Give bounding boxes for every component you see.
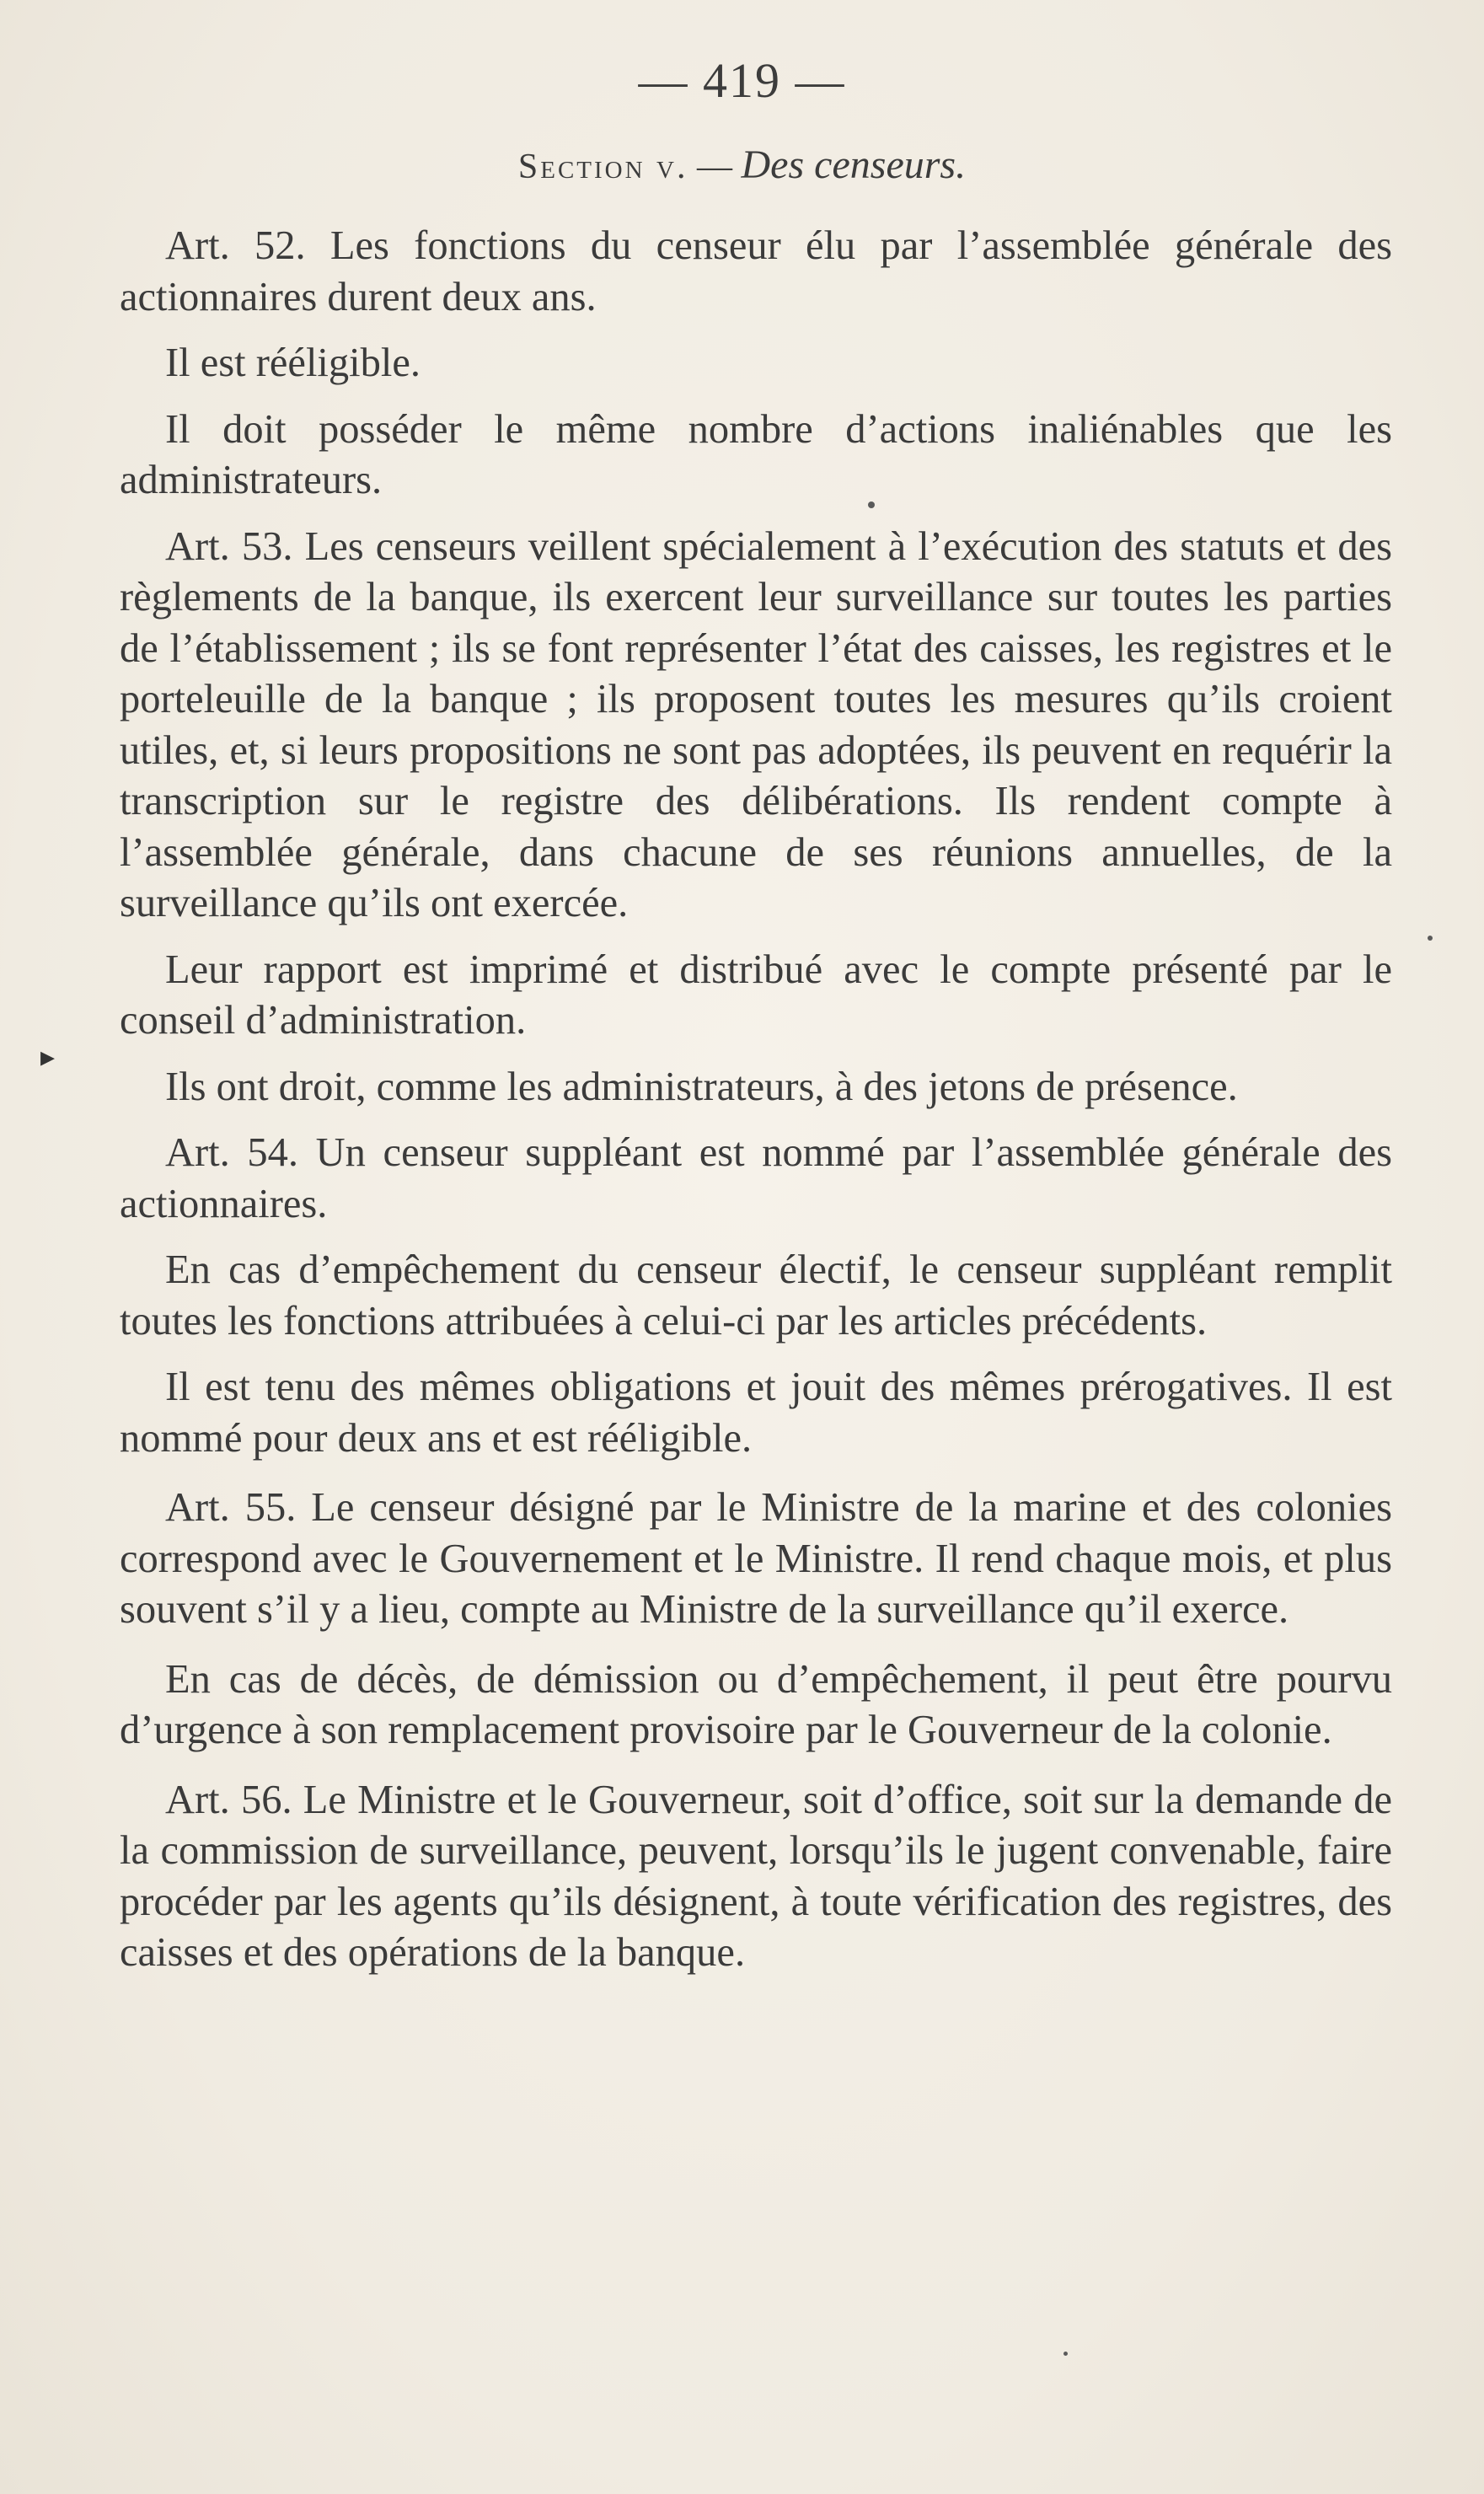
section-title: Des censeurs.: [741, 142, 967, 187]
body-text: [120, 221, 1392, 1994]
paragraph-art-54: Art. 54. Un censeur suppléant est nommé par l’assemblée générale des actionnaires.: [120, 1130, 1392, 1226]
ink-speck: [1428, 936, 1433, 941]
paragraph-art-55: Art. 55. Le censeur désigné par le Ministre de la marine et des colonies correspond avec le Gouvernement et le Ministre. Il rend chaque mois, et plus souvent s’il y a lieu, compte au Ministre de la surveillance qu’il exerce.: [120, 1485, 1392, 1632]
paragraph-art-53: Art. 53. Les censeurs veillent spécialement à l’exécution des statuts et des règlements de la banque, ils exercent leur surveillance sur toutes les parties de l’établissement ; ils se font représenter l’état des caisses, les registres et le porteleuille de la banque ; ils proposent toutes les mesures qu’ils croient utiles, et, si leurs propositions ne sont pas adoptées, ils peuvent en requérir la transcription sur le registre des délibérations. Ils rendent compte à l’assemblée générale, dans chacune de ses réunions annuelles, de la surveillance qu’ils ont exercée.: [120, 523, 1392, 925]
paragraph-empechement: En cas d’empêchement du censeur électif, le censeur suppléant remplit toutes les fonctions attribuées à celui-ci par les articles précédents.: [120, 1247, 1392, 1344]
paragraph-actions: Il doit posséder le même nombre d’actions inaliénables que les administrateurs.: [120, 406, 1392, 502]
ink-speck: [868, 501, 875, 508]
margin-arrow-mark: ▸: [40, 1040, 56, 1074]
section-label: Section v.: [517, 147, 688, 186]
paragraph-art-56: Art. 56. Le Ministre et le Gouverneur, soit d’office, soit sur la demande de la commission de surveillance, peuvent, lorsqu’ils le jugent convenable, faire procéder par les agents qu’ils désignent, à toute vérification des registres, des caisses et des opérations de la banque.: [120, 1777, 1392, 1975]
section-heading: [0, 142, 1484, 188]
paragraph-art-52: Art. 52. Les fonctions du censeur élu par l’assemblée générale des actionnaires durent deux ans.: [120, 223, 1392, 319]
paragraph-deces: En cas de décès, de démission ou d’empêchement, il peut être pourvu d’urgence à son remplacement provisoire par le Gouverneur de la colonie.: [120, 1656, 1392, 1752]
paragraph-obligations: Il est tenu des mêmes obligations et jouit des mêmes prérogatives. Il est nommé pour deux ans et est rééligible.: [120, 1365, 1392, 1461]
paragraph-rapport: Leur rapport est imprimé et distribué avec le compte présenté par le conseil d’administration.: [120, 947, 1392, 1043]
section-dash: —: [688, 147, 742, 186]
paragraph-jetons: Ils ont droit, comme les administrateurs, à des jetons de présence.: [165, 1064, 1238, 1109]
page-number: — 419 —: [638, 53, 846, 108]
ink-speck: [1063, 2352, 1068, 2356]
paragraph-reeligible: Il est rééligible.: [165, 341, 421, 385]
